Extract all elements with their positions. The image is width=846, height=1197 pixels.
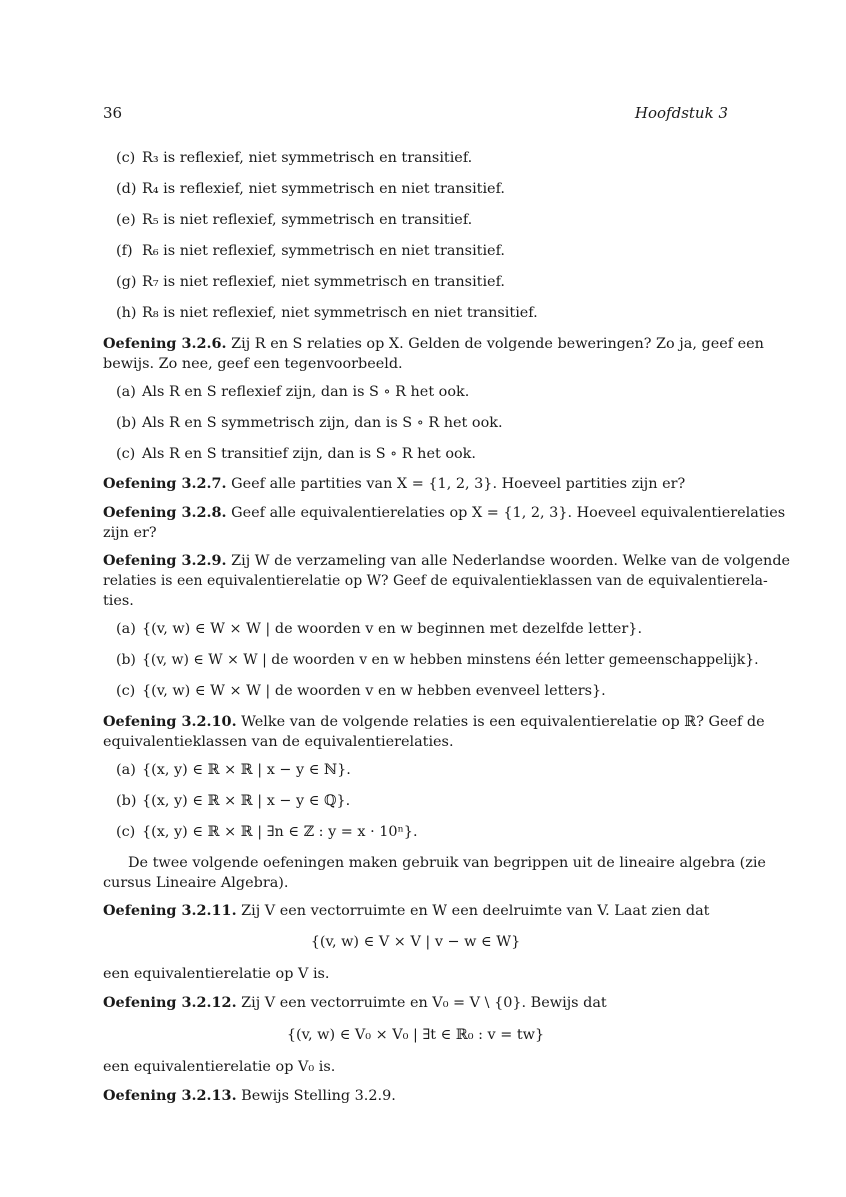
display-formula: {(v, w) ∈ V₀ × V₀ | ∃t ∈ ℝ₀ : v = tw}: [286, 1027, 545, 1043]
item-label: (c): [116, 683, 136, 699]
exercise-3-2-11: [103, 900, 728, 922]
exercise-text-line: relaties is een equivalentierelatie op W? Geef de equivalentieklassen van de equivalentierela-: [103, 573, 768, 589]
item-label: (f): [116, 243, 133, 259]
item-label: (e): [116, 212, 136, 228]
display-formula: {(v, w) ∈ V × V | v − w ∈ W}: [310, 934, 521, 950]
item-label: (c): [116, 150, 136, 166]
item-label: (a): [116, 621, 136, 637]
list-item: [116, 147, 728, 169]
exercise-text: Geef alle partities van X = {1, 2, 3}. Hoeveel partities zijn er?: [231, 476, 686, 492]
list-item: [116, 680, 728, 702]
exercise-text: Welke van de volgende relaties is een equivalentierelatie op ℝ? Geef de: [241, 714, 765, 730]
list-item: [116, 759, 728, 781]
exercise-3-2-8: [103, 502, 786, 524]
exercise-text-line: equivalentieklassen van de equivalentierelaties.: [103, 734, 454, 750]
item-label: (b): [116, 793, 137, 809]
exercise-3-2-13: [103, 1085, 728, 1107]
item-text: Als R en S symmetrisch zijn, dan is S ∘ R het ook.: [142, 415, 503, 431]
chapter-title: Hoofdstuk 3: [634, 104, 728, 122]
item-label: (b): [116, 415, 137, 431]
item-label: (a): [116, 762, 136, 778]
exercise-title: Oefening 3.2.7.: [103, 475, 227, 492]
list-item: [116, 618, 728, 640]
exercise-3-2-7: [103, 473, 728, 495]
item-text: Als R en S transitief zijn, dan is S ∘ R het ook.: [142, 446, 476, 462]
list-item: [116, 240, 728, 262]
item-text: {(v, w) ∈ W × W | de woorden v en w hebben minstens één letter gemeenschappelijk}.: [142, 652, 759, 668]
exercise-3-2-12: [103, 992, 728, 1014]
list-item: [116, 209, 728, 231]
exercise-text-line: ties.: [103, 593, 134, 609]
exercise-title: Oefening 3.2.10.: [103, 713, 237, 730]
exercise-text-line: een equivalentierelatie op V₀ is.: [103, 1059, 336, 1075]
exercise-3-2-6: [103, 333, 764, 355]
paragraph-line: De twee volgende oefeningen maken gebruik van begrippen uit de lineaire algebra (zie: [128, 855, 766, 871]
list-item: [116, 412, 728, 434]
exercise-text: Zij W de verzameling van alle Nederlandse woorden. Welke van de volgende: [231, 553, 791, 569]
list-item: [116, 381, 728, 403]
item-text: R₇ is niet reflexief, niet symmetrisch en transitief.: [142, 274, 505, 290]
exercise-title: Oefening 3.2.12.: [103, 994, 237, 1011]
exercise-title: Oefening 3.2.11.: [103, 902, 237, 919]
exercise-3-2-9: [103, 550, 791, 572]
list-item: [116, 178, 728, 200]
item-text: R₅ is niet reflexief, symmetrisch en transitief.: [142, 212, 473, 228]
exercise-text: Zij V een vectorruimte en W een deelruimte van V. Laat zien dat: [241, 903, 710, 919]
list-item: [116, 443, 728, 465]
exercise-text-line: zijn er?: [103, 525, 157, 541]
exercise-text-line: bewijs. Zo nee, geef een tegenvoorbeeld.: [103, 356, 403, 372]
item-label: (b): [116, 652, 136, 668]
list-item: [116, 649, 759, 671]
page-header: [103, 104, 728, 126]
item-text: R₈ is niet reflexief, niet symmetrisch en niet transitief.: [142, 305, 538, 321]
item-label: (a): [116, 384, 136, 400]
exercise-3-2-10: [103, 711, 765, 733]
item-label: (d): [116, 181, 137, 197]
item-label: (c): [116, 824, 136, 840]
exercise-text: Zij V een vectorruimte en V₀ = V \ {0}. Bewijs dat: [241, 995, 607, 1011]
item-text: {(v, w) ∈ W × W | de woorden v en w hebben evenveel letters}.: [142, 683, 606, 699]
exercise-text: Zij R en S relaties op X. Gelden de volgende beweringen? Zo ja, geef een: [231, 336, 764, 352]
item-text: {(v, w) ∈ W × W | de woorden v en w beginnen met dezelfde letter}.: [142, 621, 643, 637]
exercise-title: Oefening 3.2.9.: [103, 552, 227, 569]
item-label: (h): [116, 305, 137, 321]
item-text: {(x, y) ∈ ℝ × ℝ | x − y ∈ ℕ}.: [142, 762, 351, 778]
item-text: Als R en S reflexief zijn, dan is S ∘ R het ook.: [142, 384, 470, 400]
item-text: {(x, y) ∈ ℝ × ℝ | x − y ∈ ℚ}.: [142, 793, 351, 809]
item-label: (g): [116, 274, 137, 290]
exercise-title: Oefening 3.2.8.: [103, 504, 227, 521]
item-text: {(x, y) ∈ ℝ × ℝ | ∃n ∈ ℤ : y = x · 10ⁿ}.: [142, 824, 418, 840]
item-label: (c): [116, 446, 136, 462]
exercise-title: Oefening 3.2.13.: [103, 1087, 237, 1104]
exercise-text-line: een equivalentierelatie op V is.: [103, 966, 330, 982]
exercise-text: Bewijs Stelling 3.2.9.: [241, 1088, 396, 1104]
item-text: R₃ is reflexief, niet symmetrisch en transitief.: [142, 150, 473, 166]
list-item: [116, 790, 728, 812]
page-number: 36: [103, 104, 123, 122]
paragraph-line: cursus Lineaire Algebra).: [103, 875, 289, 891]
exercise-text: Geef alle equivalentierelaties op X = {1, 2, 3}. Hoeveel equivalentierelaties: [231, 505, 786, 521]
list-item: [116, 302, 728, 324]
list-item: [116, 271, 728, 293]
list-item: [116, 821, 728, 843]
item-text: R₄ is reflexief, niet symmetrisch en niet transitief.: [142, 181, 505, 197]
exercise-title: Oefening 3.2.6.: [103, 335, 227, 352]
item-text: R₆ is niet reflexief, symmetrisch en niet transitief.: [142, 243, 505, 259]
